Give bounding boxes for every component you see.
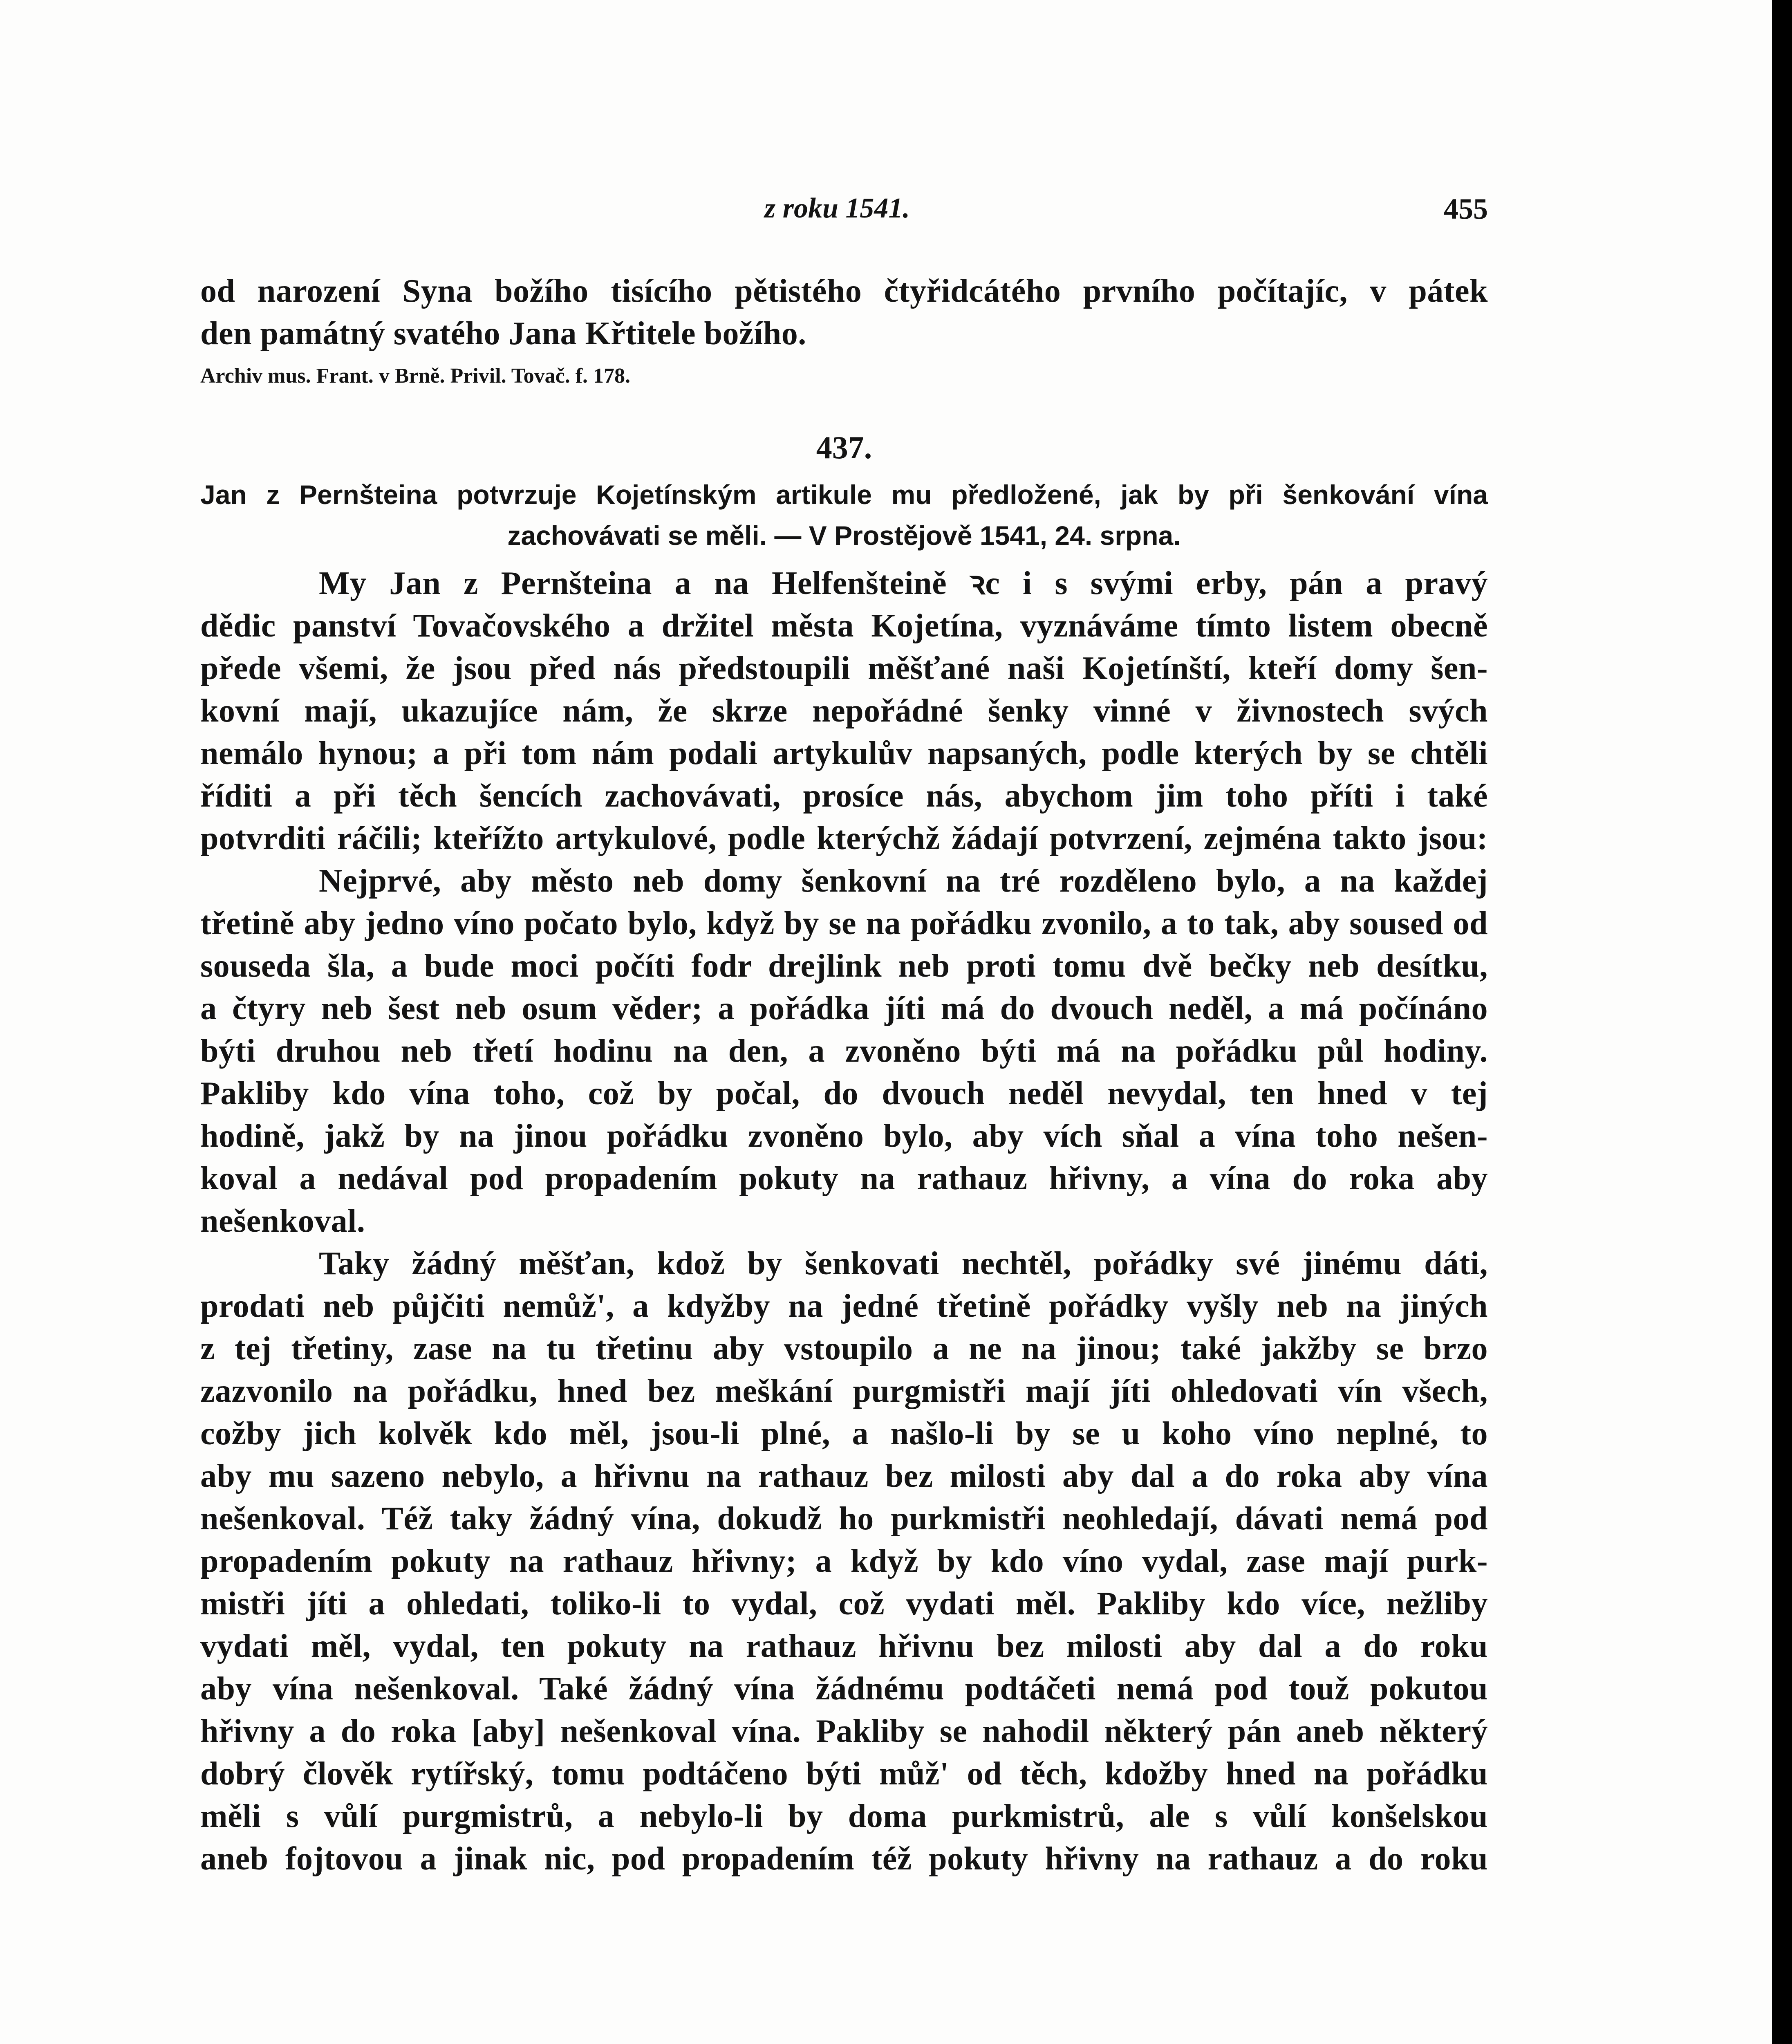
text-line: propadením pokuty na rathauz hřivny; a když by kdo víno vydal, zase mají purk- bbox=[200, 1543, 1488, 1579]
previous-document-closing bbox=[200, 270, 1488, 355]
text-line: z tej třetiny, zase na tu třetinu aby vstoupilo a ne na jinou; také jakžby se brzo bbox=[200, 1331, 1488, 1367]
text-line: My Jan z Pernšteina a na Helfenšteině ꝛc i s svými erby, pán a pravý bbox=[319, 565, 1488, 601]
text-line: od narození Syna božího tisícího pětistého čtyřidcátého prvního počítajíc, v pátek bbox=[200, 273, 1488, 309]
text-line: aby vína nešenkoval. Také žádný vína žádnému podtáčeti nemá pod touž pokutou bbox=[200, 1671, 1488, 1707]
text-line: dobrý člověk rytířský, tomu podtáčeno býti můž' od těch, kdožby hned na pořádku bbox=[200, 1756, 1488, 1792]
text-line: třetině aby jedno víno počato bylo, když by se na pořádku zvonilo, a to tak, aby soused od bbox=[200, 905, 1488, 941]
running-title: z roku 1541. bbox=[764, 193, 910, 224]
text-line: dědic panství Tovačovského a držitel města Kojetína, vyznáváme tímto listem obecně bbox=[200, 608, 1488, 644]
text-line: Taky žádný měšťan, kdož by šenkovati nechtěl, pořádky své jinému dáti, bbox=[319, 1246, 1488, 1282]
text-line: kovní mají, ukazujíce nám, že skrze nepořádné šenky vinné v živnostech svých bbox=[200, 693, 1488, 729]
running-head bbox=[200, 192, 1488, 233]
text-line: cožby jich kolvěk kdo měl, jsou-li plné, a našlo-li by se u koho víno neplné, to bbox=[200, 1416, 1488, 1452]
text-line: zazvonilo na pořádku, hned bez meškání purgmistři mají jíti ohledovati vín všech, bbox=[200, 1373, 1488, 1409]
text-line: aneb fojtovou a jinak nic, pod propadením též pokuty hřivny na rathauz a do roku bbox=[200, 1841, 1488, 1877]
text-line: prodati neb půjčiti nemůž', a kdyžby na jedné třetině pořádky vyšly neb na jiných bbox=[200, 1288, 1488, 1324]
document-regest bbox=[200, 474, 1488, 556]
text-line: vydati měl, vydal, ten pokuty na rathauz hřivnu bez milosti aby dal a do roku bbox=[200, 1628, 1488, 1664]
text-line: býti druhou neb třetí hodinu na den, a zvoněno býti má na pořádku půl hodiny. bbox=[200, 1033, 1488, 1069]
text-line: souseda šla, a bude moci počíti fodr drejlink neb proti tomu dvě bečky neb desítku, bbox=[200, 948, 1488, 984]
source-note-block bbox=[200, 356, 1488, 397]
text-line: nemálo hynou; a při tom nám podali artykulův napsaných, podle kterých by se chtěli bbox=[200, 735, 1488, 771]
text-line: měli s vůlí purgmistrů, a nebylo-li by doma purkmistrů, ale s vůlí konšelskou bbox=[200, 1798, 1488, 1834]
regest-line: Jan z Pernšteina potvrzuje Kojetínským artikule mu předložené, jak by při šenkování vína bbox=[200, 480, 1488, 510]
document-number-block bbox=[200, 425, 1488, 470]
source-note: Archiv mus. Frant. v Brně. Privil. Tovač. f. 178. bbox=[200, 364, 631, 388]
document-body bbox=[200, 562, 1488, 1880]
text-line: hřivny a do roka [aby] nešenkoval vína. Pakliby se nahodil některý pán aneb některý bbox=[200, 1713, 1488, 1749]
page-number: 455 bbox=[1444, 193, 1488, 225]
text-line: a čtyry neb šest neb osum věder; a pořádka jíti má do dvouch neděl, a má počínáno bbox=[200, 991, 1488, 1026]
text-line: den památný svatého Jana Křtitele božího. bbox=[200, 316, 806, 352]
text-line: koval a nedával pod propadením pokuty na rathauz hřivny, a vína do roka aby bbox=[200, 1161, 1488, 1197]
text-line: nešenkoval. Též taky žádný vína, dokudž ho purkmistři neohledají, dávati nemá pod bbox=[200, 1501, 1488, 1537]
text-line: hodině, jakž by na jinou pořádku zvoněno bylo, aby vích sňal a vína toho nešen- bbox=[200, 1118, 1488, 1154]
text-line: říditi a při těch šencích zachovávati, prosíce nás, abychom jim toho příti i také bbox=[200, 778, 1488, 814]
text-line: Nejprvé, aby město neb domy šenkovní na tré rozděleno bylo, a na každej bbox=[319, 863, 1488, 899]
text-line: potvrditi ráčili; kteřížto artykulové, podle kterýchž žádají potvrzení, zejména takto jsou: bbox=[200, 820, 1488, 856]
text-line: nešenkoval. bbox=[200, 1203, 365, 1239]
document-number: 437. bbox=[816, 430, 872, 465]
regest-line: zachovávati se měli. — V Prostějově 1541, 24. srpna. bbox=[507, 520, 1181, 551]
scan-border bbox=[1772, 0, 1792, 2044]
text-line: Pakliby kdo vína toho, což by počal, do dvouch neděl nevydal, ten hned v tej bbox=[200, 1076, 1488, 1112]
text-line: přede všemi, že jsou před nás předstoupili měšťané naši Kojetínští, kteří domy šen- bbox=[200, 650, 1488, 686]
text-line: aby mu sazeno nebylo, a hřivnu na rathauz bez milosti aby dal a do roka aby vína bbox=[200, 1458, 1488, 1494]
text-line: mistři jíti a ohledati, toliko-li to vydal, což vydati měl. Pakliby kdo více, nežliby bbox=[200, 1586, 1488, 1622]
